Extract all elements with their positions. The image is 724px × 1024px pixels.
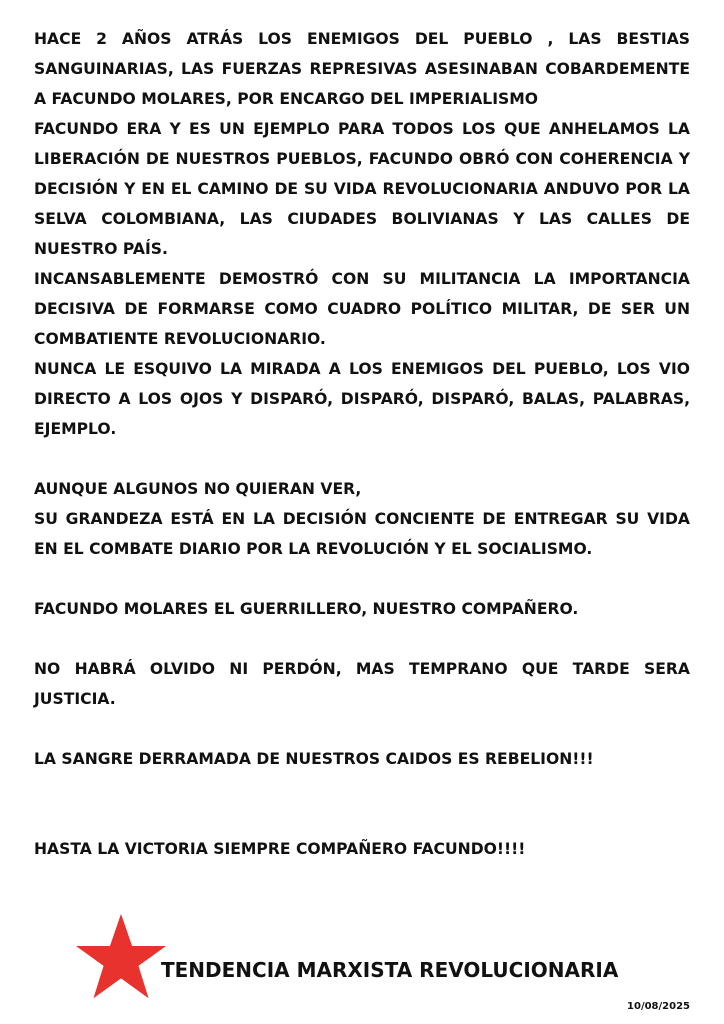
- red-star-icon: [74, 912, 168, 1002]
- spacer: [34, 774, 690, 834]
- paragraph-1: HACE 2 AÑOS ATRÁS LOS ENEMIGOS DEL PUEBLO , LAS BESTIAS SANGUINARIAS, LAS FUERZAS REPRESIVAS ASESINABAN COBARDEMENTE A FACUNDO MOLARES, POR ENCARGO DEL IMPERIALISMO: [34, 30, 690, 108]
- paragraph-3: INCANSABLEMENTE DEMOSTRÓ CON SU MILITANCIA LA IMPORTANCIA DECISIVA DE FORMARSE COMO CUADRO POLÍTICO MILITAR, DE SER UN COMBATIENTE REVOLUCIONARIO.: [34, 270, 690, 348]
- paragraph-8: LA SANGRE DERRAMADA DE NUESTROS CAIDOS ES REBELION!!!: [34, 750, 594, 768]
- paragraph-4: NUNCA LE ESQUIVO LA MIRADA A LOS ENEMIGOS DEL PUEBLO, LOS VIO DIRECTO A LOS OJOS Y DISPARÓ, DISPARÓ, DISPARÓ, BALAS, PALABRAS, EJEMPLO.: [34, 360, 690, 438]
- statement-body: [34, 24, 690, 864]
- paragraph-5-line-1: AUNQUE ALGUNOS NO QUIERAN VER,: [34, 480, 362, 498]
- organization-name: TENDENCIA MARXISTA REVOLUCIONARIA: [161, 958, 619, 982]
- paragraph-2: FACUNDO ERA Y ES UN EJEMPLO PARA TODOS LOS QUE ANHELAMOS LA LIBERACIÓN DE NUESTROS PUEBLOS, FACUNDO OBRÓ CON COHERENCIA Y DECISIÓN Y EN EL CAMINO DE SU VIDA REVOLUCIONARIA ANDUVO POR LA SELVA COLOMBIANA, LAS CIUDADES BOLIVIANAS Y LAS CALLES DE NUESTRO PAÍS.: [34, 120, 690, 258]
- spacer: [34, 564, 690, 594]
- spacer: [34, 444, 690, 474]
- spacer: [34, 714, 690, 744]
- paragraph-7: NO HABRÁ OLVIDO NI PERDÓN, MAS TEMPRANO QUE TARDE SERA JUSTICIA.: [34, 660, 690, 708]
- spacer: [34, 624, 690, 654]
- paragraph-9: HASTA LA VICTORIA SIEMPRE COMPAÑERO FACUNDO!!!!: [34, 840, 526, 858]
- paragraph-6: FACUNDO MOLARES EL GUERRILLERO, NUESTRO COMPAÑERO.: [34, 600, 579, 618]
- paragraph-5-line-2: SU GRANDEZA ESTÁ EN LA DECISIÓN CONCIENTE DE ENTREGAR SU VIDA EN EL COMBATE DIARIO POR LA REVOLUCIÓN Y EL SOCIALISMO.: [34, 510, 690, 558]
- document-date: 10/08/2025: [627, 1001, 690, 1012]
